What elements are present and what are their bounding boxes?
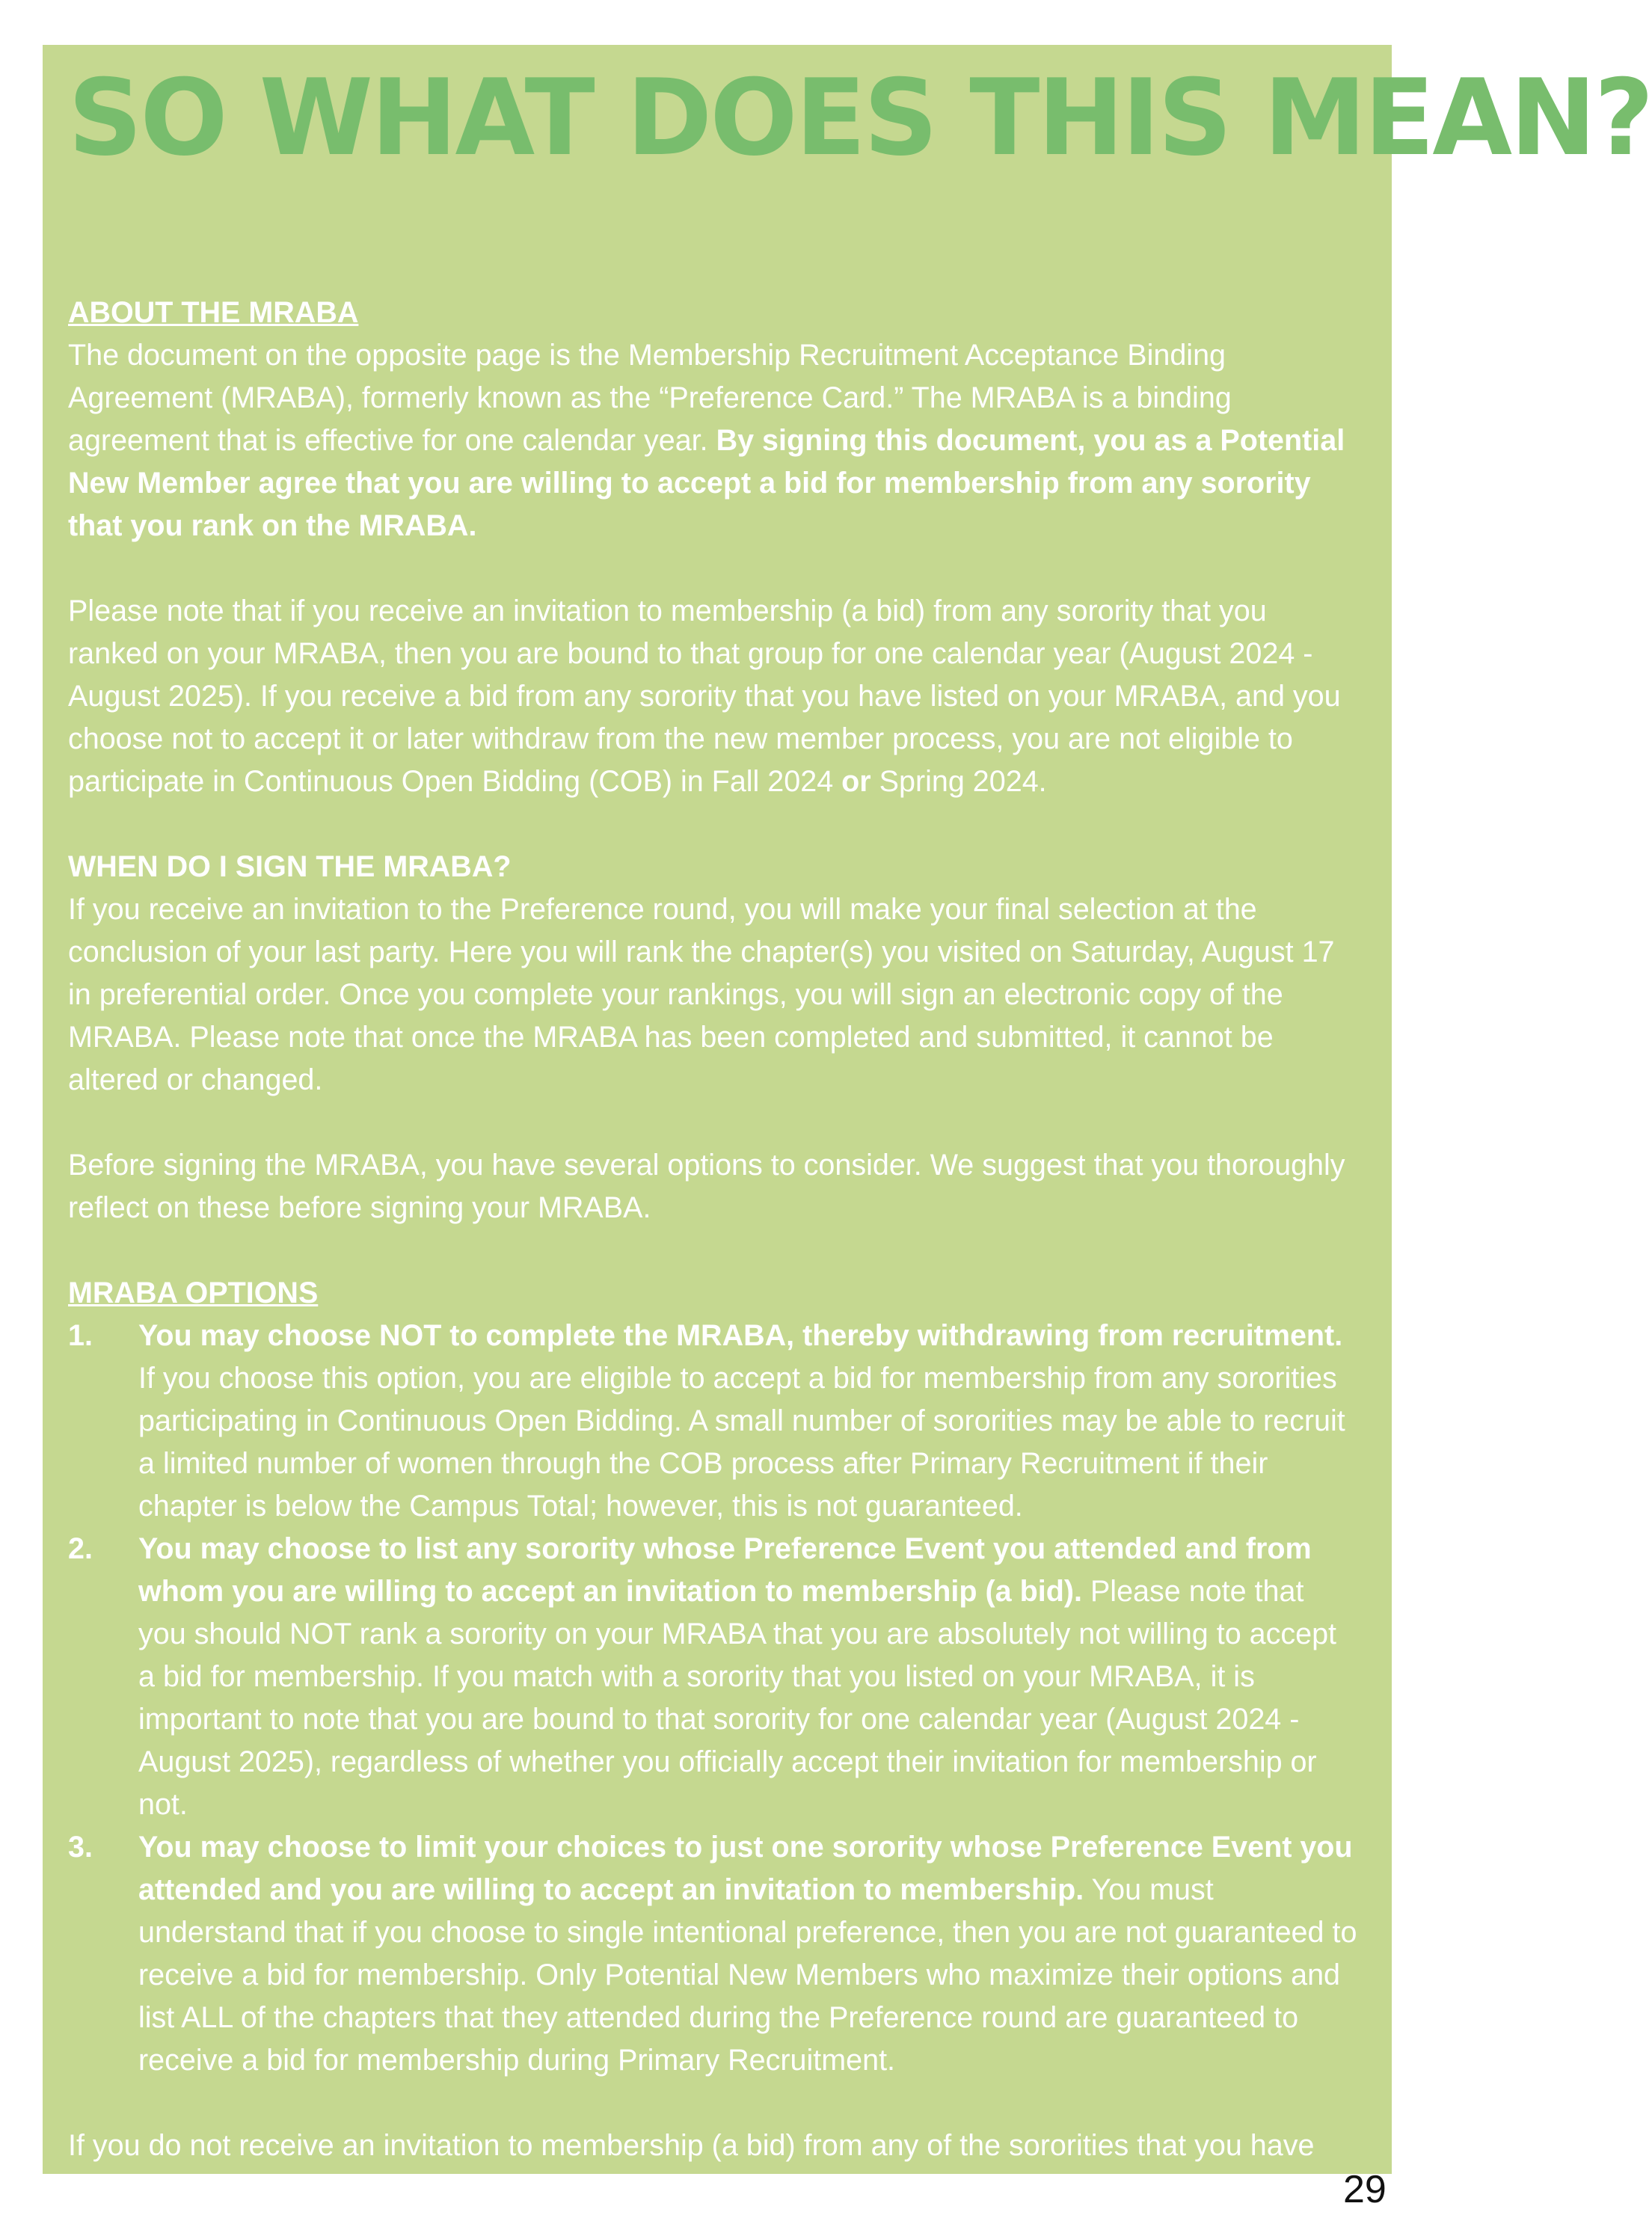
when-heading: WHEN DO I SIGN THE MRABA? (68, 850, 512, 883)
option-text: If you choose this option, you are eligible to accept a bid for membership from any sororities participating in Continuous Open Bidding. A small number of sororities may be able to recruit a limited number of women through the COB process after Primary Recruitment if their chapter is below the Campus Total; however, this is not guaranteed. (138, 1362, 1345, 1523)
about-p1-bold: By signing this document, you as a Potential New Member agree that you are willing to accept a bid for membership from any sorority that you rank on the MRABA. (68, 424, 1345, 542)
about-p2-text: Please note that if you receive an invitation to membership (a bid) from any sorority that you ranked on your MRABA, then you are bound to that group for one calendar year (August 2024 - August 2025). If you receive a bid from any sorority that you have listed on your MRABA, and you choose not to accept it or later withdraw from the new member process, you are not eligible to participate in Continuous Open Bidding (COB) in Fall 2024 (68, 595, 1341, 798)
option-number: 1. (68, 1319, 93, 1352)
options-heading: MRABA OPTIONS (68, 1277, 319, 1309)
option-item-2 (68, 1528, 1359, 1826)
options-list (68, 1315, 1359, 2082)
option-text: You must understand that if you choose to single intentional preference, then you are not guaranteed to receive a bid for membership. Only Potential New Members who maximize their options and list ALL of the chapters that they attended during the Preference round are guaranteed to receive a bid for membership during Primary Recruitment. (138, 1873, 1357, 2077)
about-p2-bold: or (841, 765, 871, 798)
option-item-3 (68, 1826, 1359, 2082)
option-bold: You may choose to limit your choices to just one sorority whose Preference Event you attended and you are willing to accept an invitation to membership. (138, 1831, 1353, 1906)
page-title: SO WHAT DOES THIS MEAN? (68, 56, 1652, 179)
option-number: 2. (68, 1532, 93, 1565)
when-paragraph-1: If you receive an invitation to the Preference round, you will make your final selection at the conclusion of your last party. Here you will rank the chapter(s) you visited on Saturday, August 17 in preferential order. Once you complete your rankings, you will sign an electronic copy of the MRABA. Please note that once the MRABA has been completed and submitted, it cannot be altered or changed. (68, 893, 1335, 1096)
option-bold: You may choose to list any sorority whose Preference Event you attended and from whom you are willing to accept an invitation to membership (a bid). (138, 1532, 1312, 1608)
option-bold: You may choose NOT to complete the MRABA, thereby withdrawing from recruitment. (138, 1319, 1343, 1352)
body-content (68, 292, 1359, 2210)
page-number: 29 (1343, 2168, 1387, 2211)
option-text: Please note that you should NOT rank a sorority on your MRABA that you are absolutely not willing to accept a bid for membership. If you match with a sorority that you listed on your MRABA, it is important to note that you are bound to that sorority for one calendar year (August 2024 - August 2025), regardless of whether you officially accept their invitation for membership or not. (138, 1575, 1337, 1821)
option-number: 3. (68, 1831, 93, 1864)
about-p1-text: The document on the opposite page is the Membership Recruitment Acceptance Binding Agreement (MRABA), formerly known as the “Preference Card.” The MRABA is a binding agreement that is effective for one calendar year. (68, 339, 1232, 457)
about-paragraph-2 (68, 590, 1359, 803)
closing-paragraph: If you do not receive an invitation to membership (a bid) from any of the sororities that you have listed, you are eligible for Continuous Open Bidding. (68, 2129, 1315, 2205)
about-paragraph-1 (68, 334, 1359, 547)
about-p2-end: Spring 2024. (870, 765, 1047, 798)
about-heading: ABOUT THE MRABA (68, 296, 359, 329)
when-paragraph-2: Before signing the MRABA, you have several options to consider. We suggest that you thoroughly reflect on these before signing your MRABA. (68, 1149, 1345, 1224)
option-item-1 (68, 1315, 1359, 1528)
